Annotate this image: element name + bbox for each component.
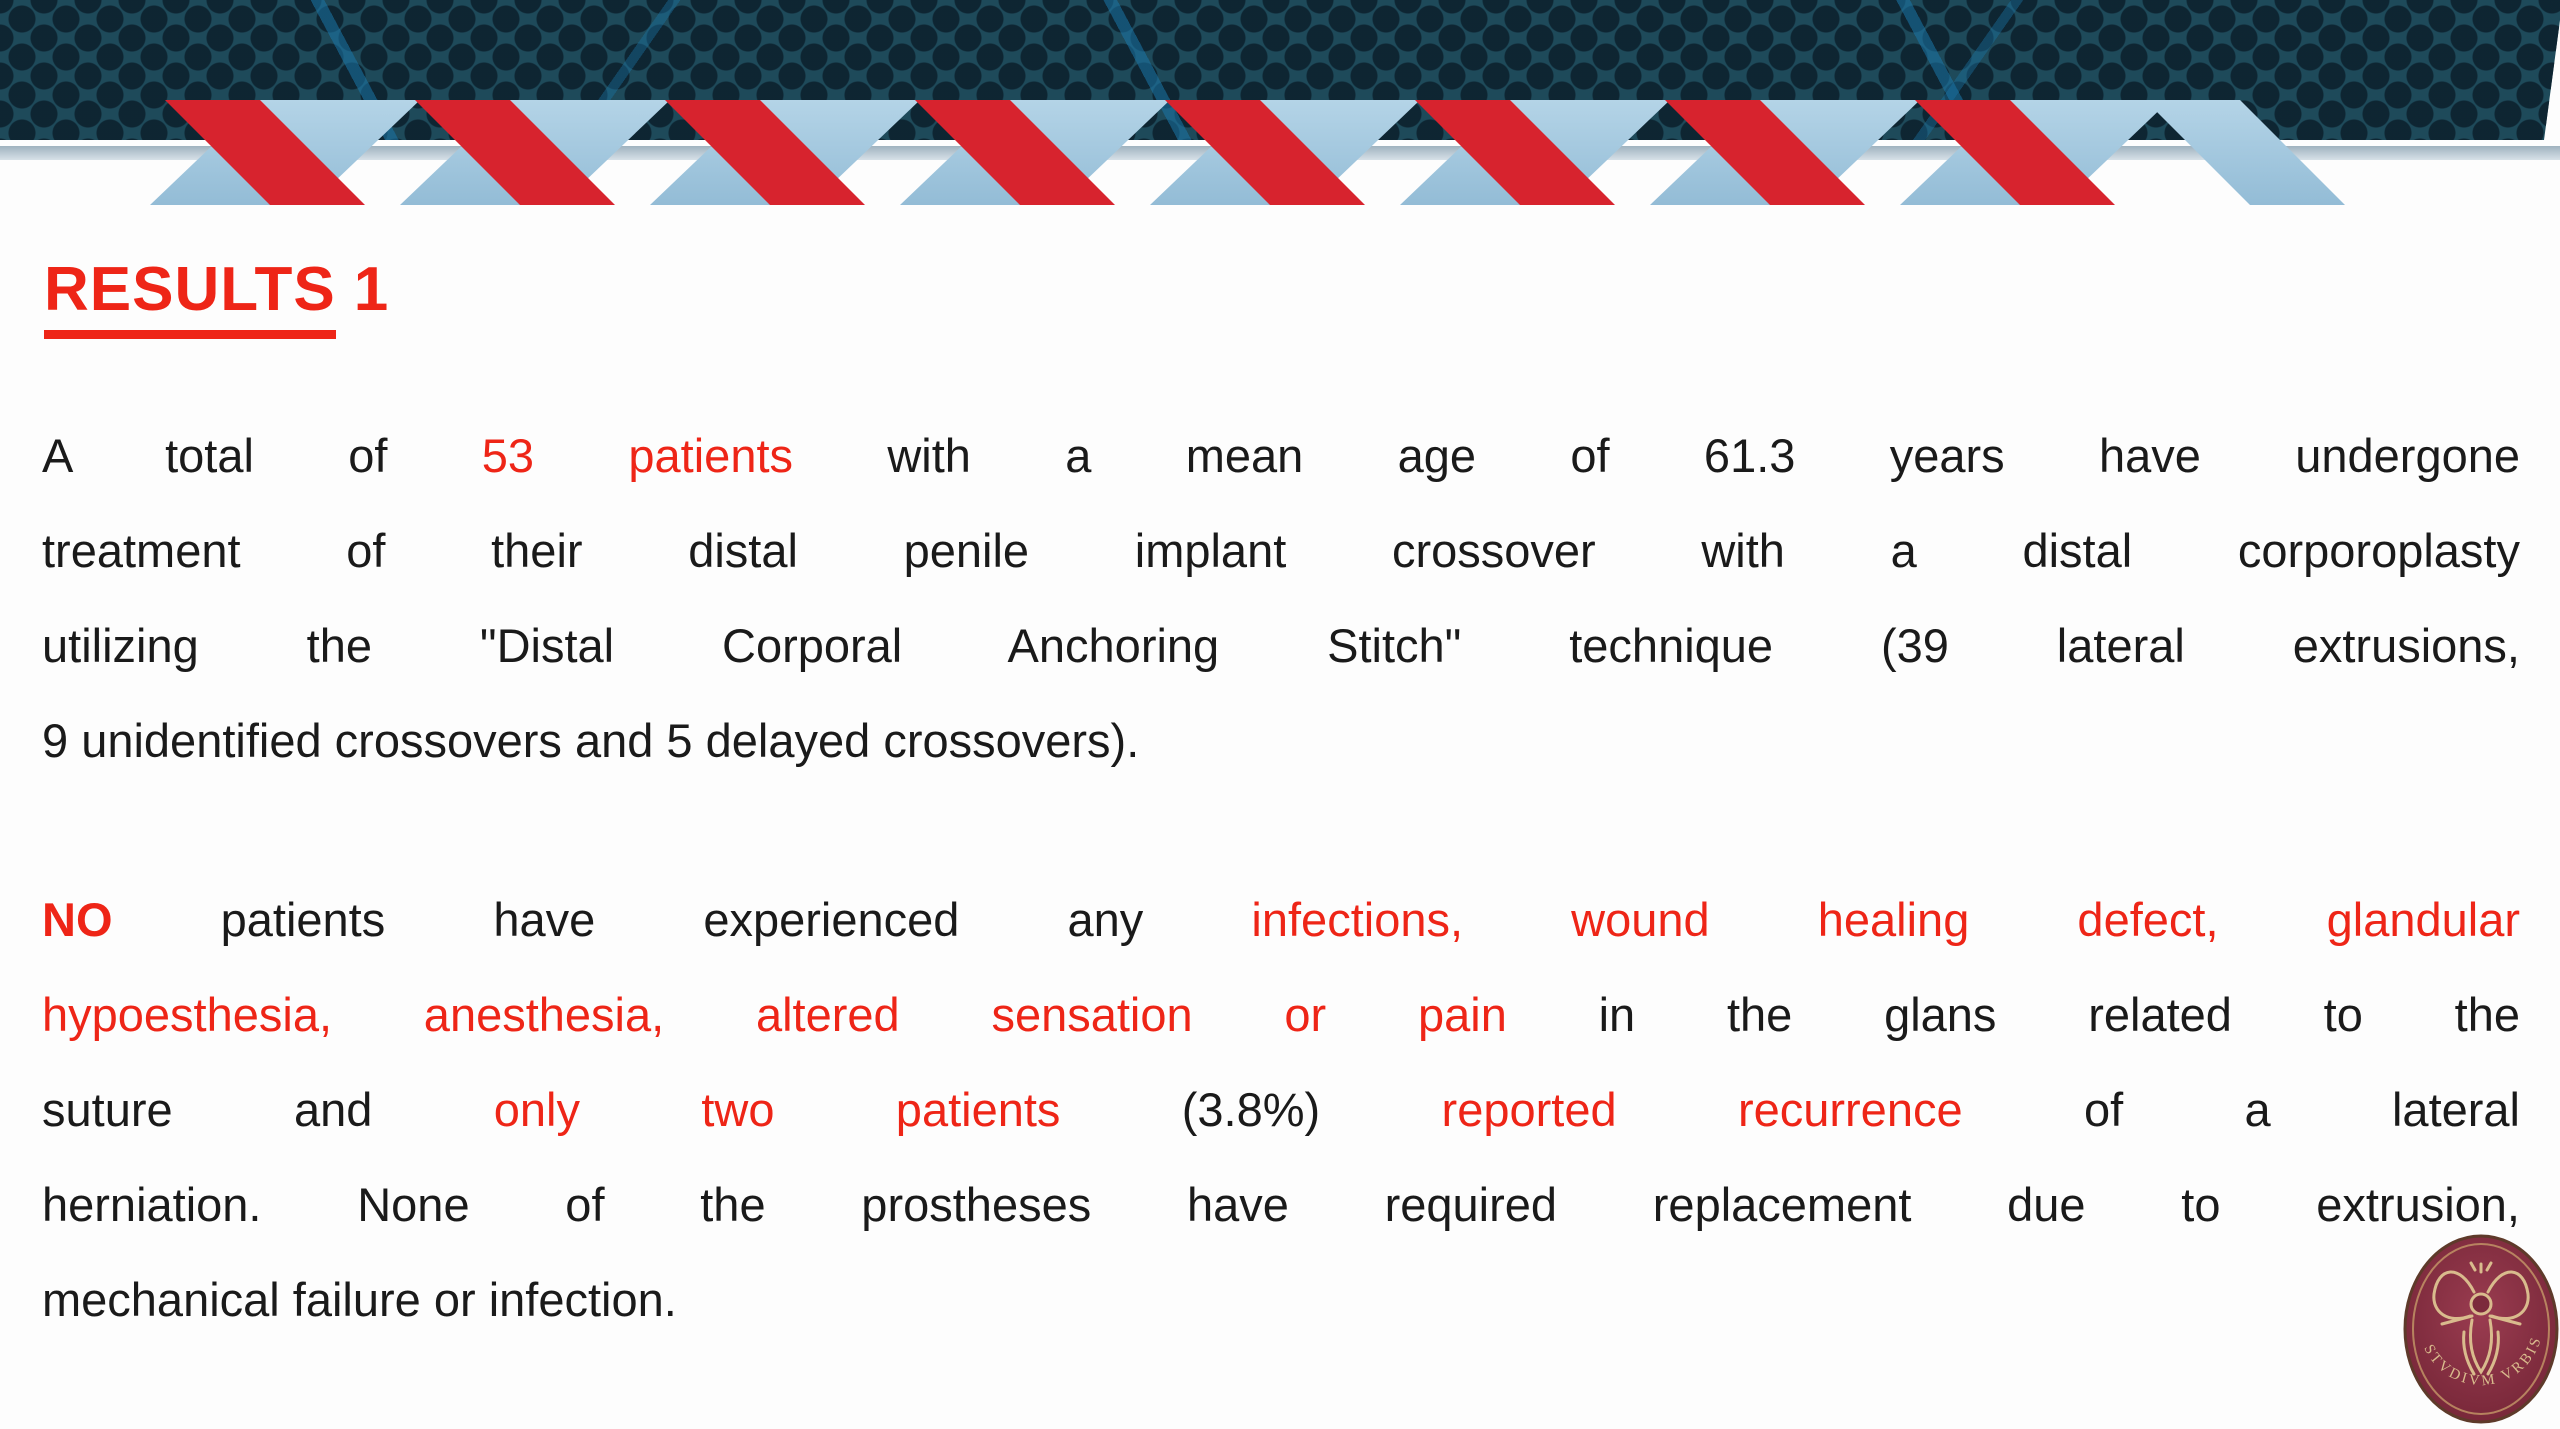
text-line [42, 598, 2520, 693]
university-seal-logo [2402, 1232, 2560, 1426]
text-line [42, 1157, 2520, 1252]
title-suffix: 1 [353, 254, 390, 324]
text-run: 53 patients [481, 429, 794, 482]
text-line [42, 1062, 2520, 1157]
text-run: suture and [42, 1083, 494, 1136]
page-title [44, 254, 389, 339]
text-line [42, 967, 2520, 1062]
text-line [42, 693, 2520, 788]
text-run: hypoesthesia, anesthesia, altered sensation or pain [42, 988, 1507, 1041]
text-run: of a lateral [1962, 1083, 2520, 1136]
text-run: treatment of their distal penile implant crossover with a distal corporoplasty [42, 524, 2520, 577]
text-run: mechanical failure or infection. [42, 1273, 677, 1326]
text-run: patients have experienced any [112, 893, 1252, 946]
text-run: utilizing the "Distal Corporal Anchoring Stitch" technique (39 lateral extrusions, [42, 619, 2520, 672]
text-line [42, 1252, 2520, 1347]
text-line [42, 503, 2520, 598]
text-run: A total of [42, 429, 482, 482]
text-run: only two patients [493, 1083, 1061, 1136]
text-run: infections, wound healing defect, glandular [1251, 893, 2521, 946]
text-run: NO [42, 893, 113, 946]
text-run: with a mean age of 61.3 years have undergone [793, 429, 2521, 482]
paragraph-results-summary [42, 408, 2520, 788]
text-run: in the glans related to the [1506, 988, 2520, 1041]
seal-motto: STVDIVM VRBIS [2420, 1333, 2546, 1390]
text-line [42, 408, 2520, 503]
title-underlined-text: RESULTS [44, 254, 336, 339]
paragraph-complications [42, 872, 2520, 1347]
text-run: (3.8%) [1060, 1083, 1442, 1136]
text-run: herniation. None of the prostheses have required replacement due to extrusion, [42, 1178, 2520, 1231]
ribbon-decoration [0, 95, 2560, 207]
text-run: reported recurrence [1441, 1083, 1963, 1136]
text-line [42, 872, 2520, 967]
text-run: 9 unidentified crossovers and 5 delayed crossovers). [42, 714, 1140, 767]
ribbon-end-piece [2145, 100, 2345, 205]
